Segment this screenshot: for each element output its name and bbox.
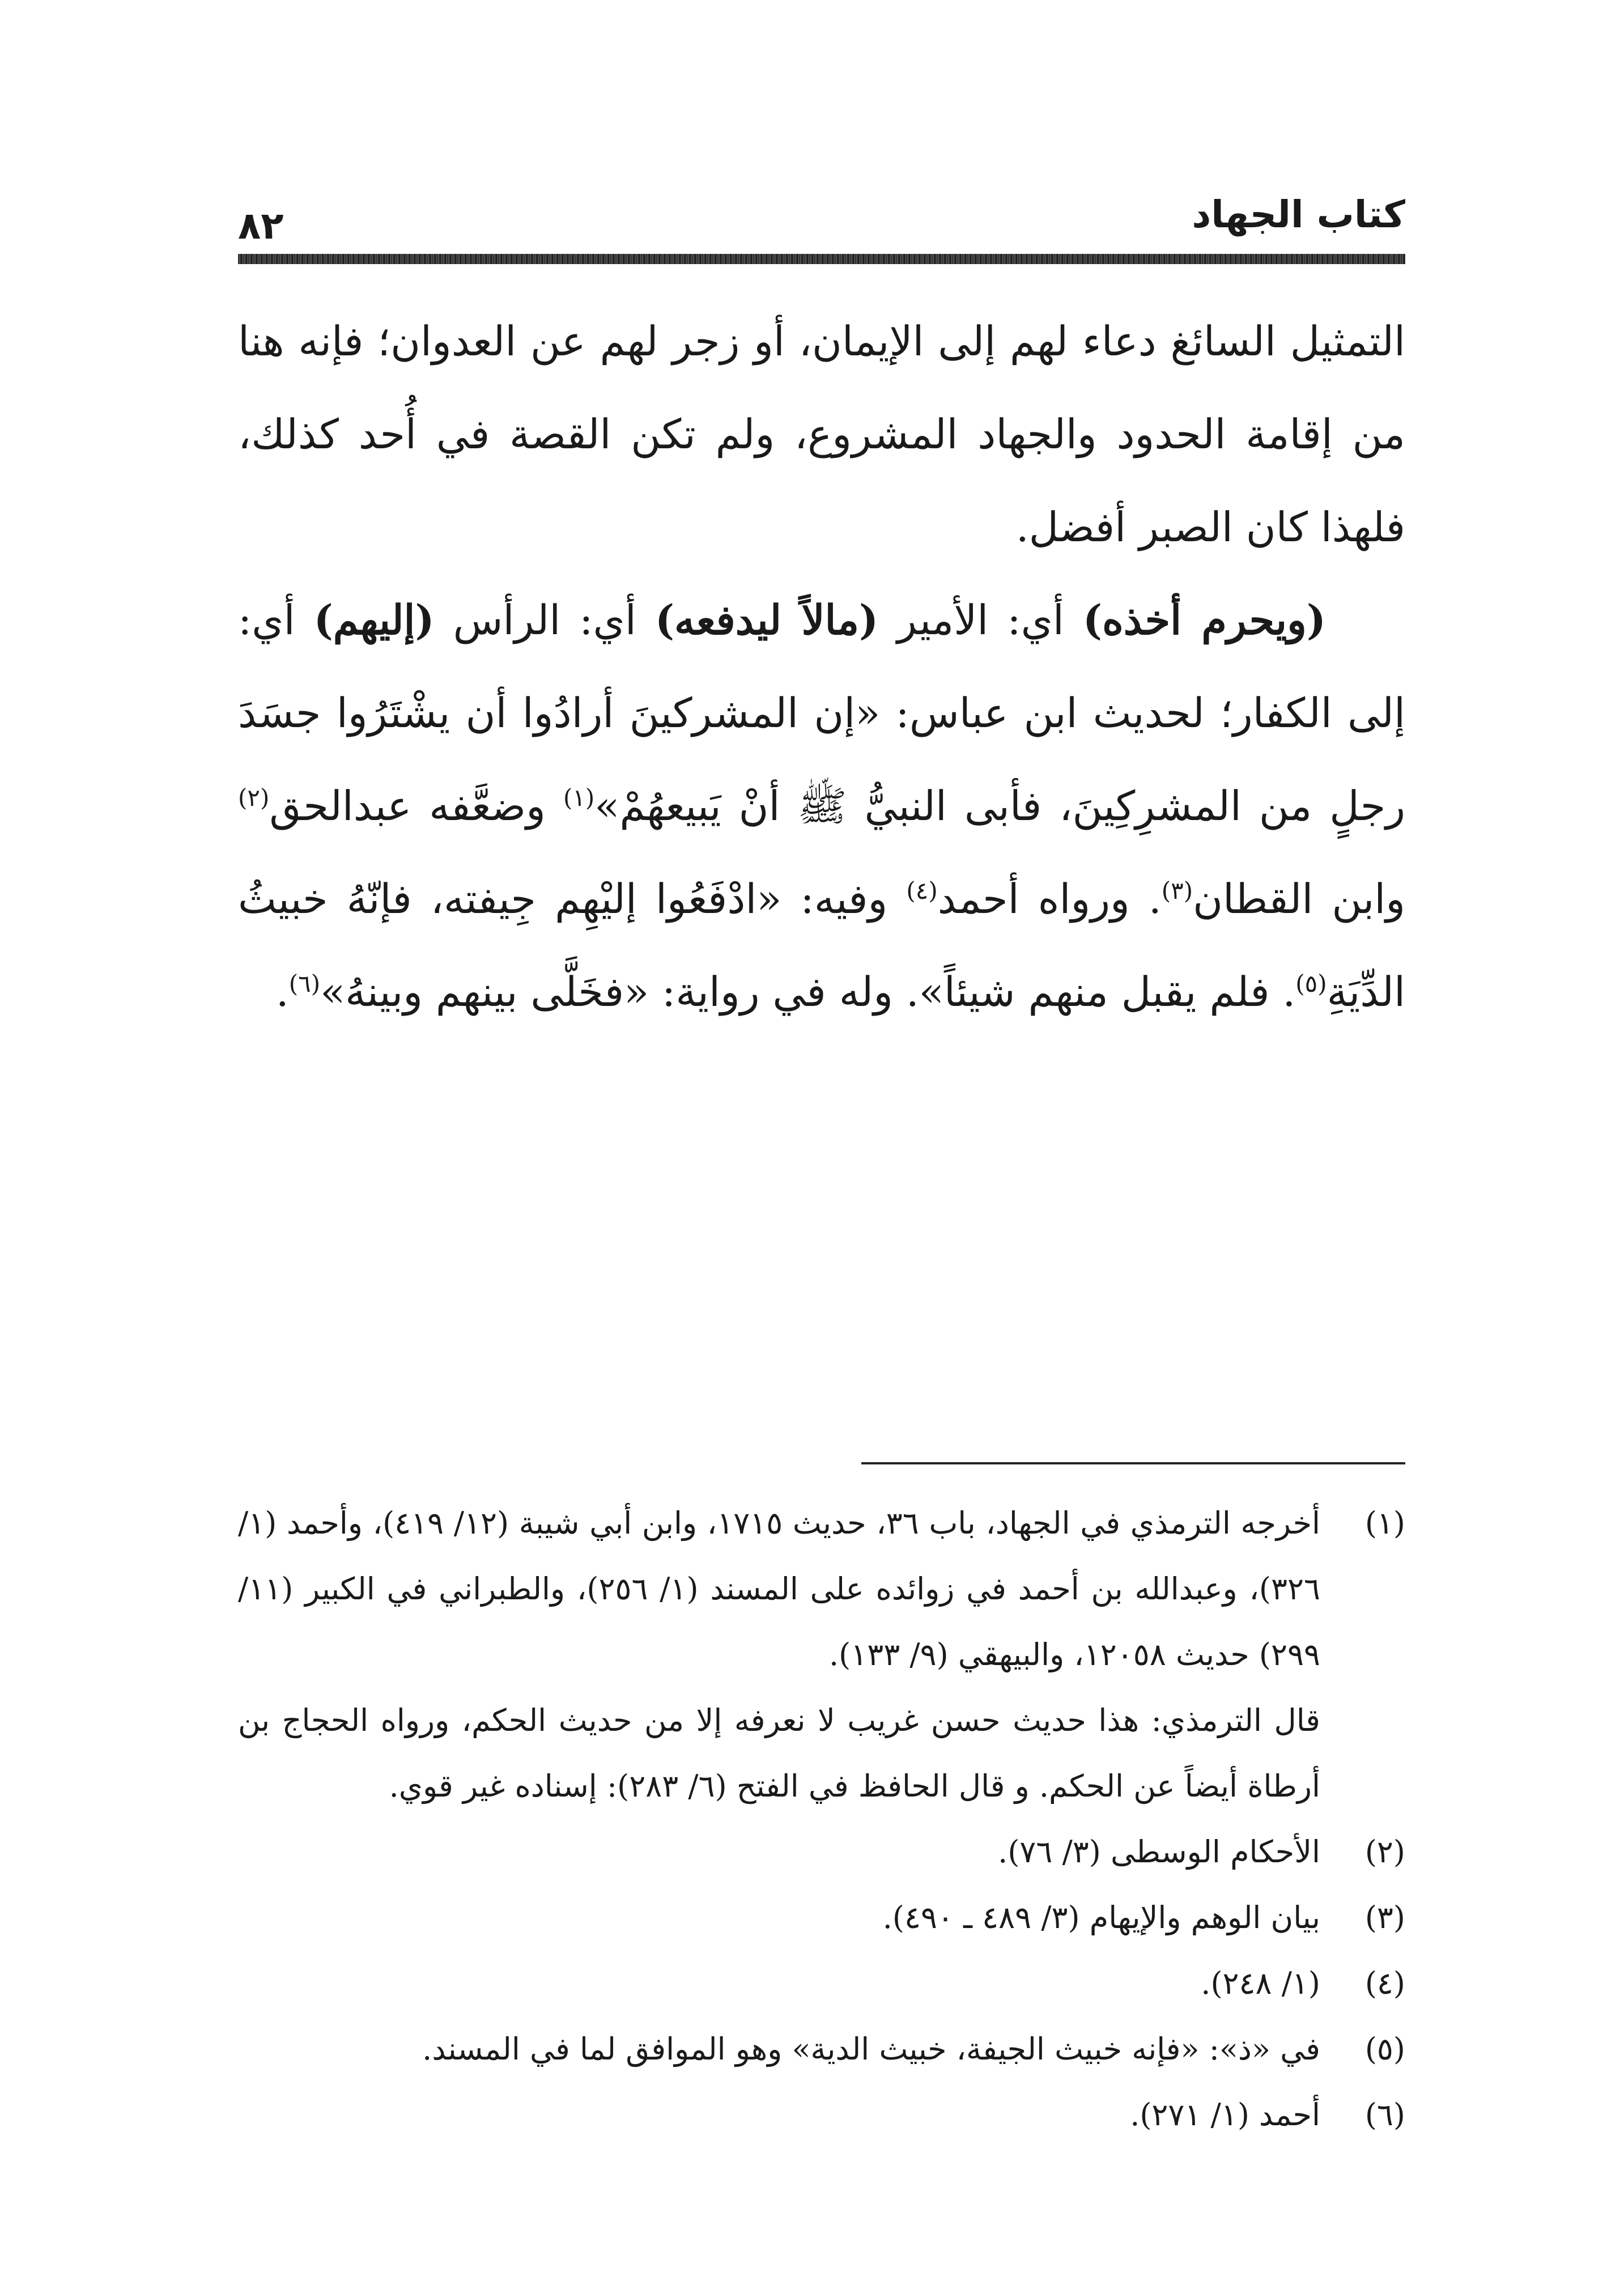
main-text <box>238 295 1405 1038</box>
footnote-1 <box>238 1491 1405 1688</box>
paragraph-1: التمثيل السائغ دعاء لهم إلى الإيمان، أو زجر لهم عن العدوان؛ فإنه هنا من إقامة الحدود والجهاد المشروع، ولم تكن القصة في أُحد كذلك، فلهذا كان الصبر أفضل. <box>238 317 1405 551</box>
footnote-ref: (١) <box>563 784 595 812</box>
footnote-3 <box>238 1885 1405 1951</box>
footnote-number: (٤) <box>1364 1965 1405 2001</box>
text-span: أي: الأمير <box>878 596 1083 644</box>
footnote-ref: (٥) <box>1295 970 1327 997</box>
footnote-1-continuation: قال الترمذي: هذا حديث حسن غريب لا نعرفه إلا من حديث الحكم، ورواه الحجاج بن أرطاة أيضاً عن الحكم. و قال الحافظ في الفتح (٦/ ٢٨٣): إسناده غير قوي. <box>238 1702 1320 1804</box>
footnote-text: أحمد (١/ ٢٧١). <box>1130 2097 1320 2133</box>
footnote-2 <box>238 1819 1405 1885</box>
footnote-ref: (٣) <box>1161 877 1193 905</box>
footnote-text: أخرجه الترمذي في الجهاد، باب ٣٦، حديث ١٧١٥، وابن أبي شيبة (١٢/ ٤١٩)، وأحمد (١/ ٣٢٦)، وعبدالله بن أحمد في زوائده على المسند (١/ ٢٥٦)، والطبراني في الكبير (١١/ ٢٩٩) حديث ١٢٠٥٨، والبيهقي (٩/ ١٣٣). <box>238 1505 1320 1672</box>
text-span: أي: الرأس <box>434 596 655 644</box>
bold-phrase: (ويحرم أخذه) <box>1083 596 1326 644</box>
footnote-number: (٥) <box>1364 2031 1405 2067</box>
text-span: وضعَّفه عبدالحق <box>269 782 563 830</box>
text-span: وابن القطان <box>1193 875 1406 923</box>
footnote-4 <box>238 1951 1405 2016</box>
footnote-text: بيان الوهم والإيهام (٣/ ٤٨٩ ـ ٤٩٠). <box>882 1900 1320 1935</box>
footnote-ref: (٦) <box>288 970 321 997</box>
text-span: . ورواه أحمد <box>937 875 1162 923</box>
footnotes <box>238 1491 1405 2148</box>
footnote-text: الأحكام الوسطى (٣/ ٧٦). <box>998 1834 1320 1870</box>
footnote-text: (١/ ٢٤٨). <box>1201 1965 1320 2001</box>
footnote-number: (١) <box>1364 1505 1405 1541</box>
paragraph-2 <box>238 574 1405 1038</box>
text-span: أي: إلى الكفار؛ لحديث ابن عباس: «إن المشركينَ أرادُوا أن يشْتَرُوا جسَدَ رجلٍ من المشرِكِينَ، فأبى النبيُّ ﷺ أنْ يَبيعهُمْ» <box>238 596 1405 830</box>
footnote-separator <box>861 1462 1405 1464</box>
text-span: وفيه: «ادْفَعُوا إليْهِم جِيفته، فإنّهُ خبيثُ الدِّيَةِ <box>238 875 1405 1016</box>
footnote-ref: (٢) <box>238 784 270 812</box>
footnote-6 <box>238 2082 1405 2148</box>
text-span: . <box>275 968 289 1016</box>
book-title: كتاب الجهاد <box>1192 193 1405 236</box>
header-rule <box>238 254 1405 264</box>
footnote-ref: (٤) <box>906 877 938 905</box>
bold-phrase: (إليهم) <box>313 596 435 644</box>
bold-phrase: (مالاً ليدفعه) <box>654 596 879 644</box>
text-span: . فلم يقبل منهم شيئاً». وله في رواية: «فخَلَّى بينهم وبينهُ» <box>320 968 1296 1016</box>
footnote-number: (٢) <box>1364 1834 1405 1870</box>
footnote-text: في «ذ»: «فإنه خبيث الجيفة، خبيث الدية» وهو الموافق لما في المسند. <box>422 2031 1320 2067</box>
footnote-5 <box>238 2016 1405 2082</box>
footnote-number: (٦) <box>1364 2097 1405 2133</box>
page-header <box>238 181 1405 266</box>
footnote-number: (٣) <box>1364 1900 1405 1935</box>
page-number: ٨٢ <box>238 204 284 248</box>
